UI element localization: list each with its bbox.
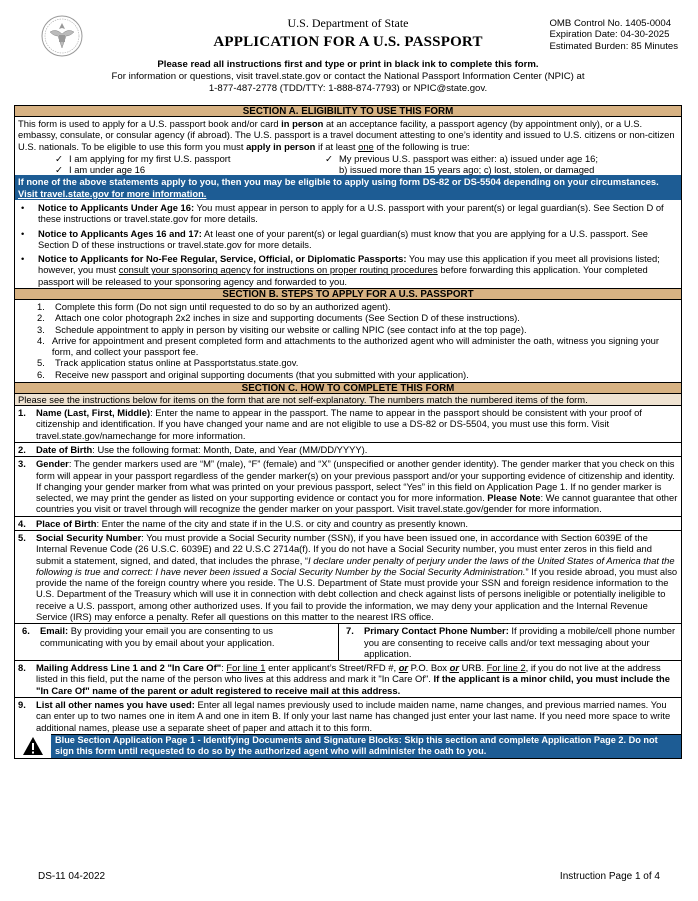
eligibility-checklist (15, 153, 681, 176)
omb-number: OMB Control No. 1405-0004 (549, 18, 672, 29)
info-line-1: For information or questions, visit travel.state.gov or contact the National Passport Information Center (NPIC) at (111, 70, 585, 82)
step-item: 2. Attach one color photograph 2x2 inches in size and supporting documents (See Section D of these instructions). (37, 312, 520, 324)
instruction-page (14, 10, 682, 759)
item-email: 6. Email: By providing your email you are consenting to us communicating with you by email about your application. (15, 624, 339, 660)
check-item: b) issued more than 15 years ago; c) lost, stolen, or damaged (339, 164, 595, 176)
form-id: DS-11 04-2022 (38, 871, 106, 882)
warning-icon (15, 734, 51, 758)
item-gender: 3. Gender: The gender markers used are “M” (male), “F” (female) and “X” (unspecified or another gender identity). The gender marker that you check on this form will appear in your passport regardless of the gender marker(s) on your previous passport and/or your supporting evidence of citizenship and identity. If changing your gender marker from what was printed on your previous passport, select “Yes” in this field on Application Page 1. If no gender marker is selected, we may print the gender as listed on your supporting evidence or contact you for more information. Please Note: We cannot guarantee that other countries you visit or travel through will recognize the gender marker on your passport. Visit travel.state.gov/gender for more information. (14, 457, 682, 516)
notice-16-17: • Notice to Applicants Ages 16 and 17: At least one of your parent(s) or legal guardian(s) must know that you are applying for a U.S. passport. See Section D of these instructions or travel.state.gov for more details. (21, 227, 649, 250)
check-item: ✓ I am under age 16 (55, 164, 146, 176)
item-name: 1. Name (Last, First, Middle): Enter the name to appear in the passport. The name to appear in the passport should be consistent with your proof of citizenship and identification. If you have changed your name and are not eligible to use a DS-82 or DS-5504, you must use this form. Visit travel.state.gov/namechange for more information. (14, 406, 682, 443)
alternate-form-notice: If none of the above statements apply to you, then you may be eligible to apply using form DS-82 or DS-5504 depending on your circumstances. Visit travel.state.gov for more information. (14, 175, 682, 200)
step-item: 1. Complete this form (Do not sign until requested to do so by an authorized agent). (37, 300, 391, 312)
form-header (14, 10, 682, 105)
item-mailing-address: 8. Mailing Address Line 1 and 2 "In Care Of": For line 1 enter applicant’s Street/RFD #, or P.O. Box or URB. For line 2, if you do not live at the address listed in this field, put the name of the person who lives at this address and mark it "In Care Of". If the applicant is a minor child, you must include the "In Care Of" name of the parent or adult registered to receive mail at this address. (14, 661, 682, 698)
department-name: U.S. Department of State (287, 16, 409, 30)
info-line-2: 1-877-487-2778 (TDD/TTY: 1-888-874-7793) or NPIC@state.gov. (208, 82, 488, 94)
estimated-burden: Estimated Burden: 85 Minutes (549, 40, 678, 52)
step-item: 3. Schedule appointment to apply in person by visiting our website or calling NPIC (see contact info at the top page). (37, 323, 527, 335)
item-date-of-birth: 2. Date of Birth: Use the following format: Month, Date, and Year (MM/DD/YYYY). (14, 443, 682, 457)
section-b-heading: SECTION B. STEPS TO APPLY FOR A U.S. PASSPORT (14, 288, 682, 300)
travel-state-gov-link[interactable]: Visit travel.state.gov for more information. (18, 187, 207, 199)
check-item: ✓ My previous U.S. passport was either: a) issued under age 16; (325, 152, 598, 164)
step-item: 5. Track application status online at Passportstatus.state.gov. (37, 357, 299, 369)
omb-block (549, 18, 678, 52)
checkmark-icon: ✓ (325, 152, 333, 164)
section-a-heading: SECTION A. ELIGIBILITY TO USE THIS FORM (14, 105, 682, 117)
expiration-date: Expiration Date: 04-30-2025 (549, 29, 670, 41)
section-a (14, 117, 682, 175)
item-ssn: 5. Social Security Number: You must provide a Social Security number (SSN), if you have been issued one, in accordance with Section 6039E of the Internal Revenue Code (26 U.S.C. 6039E) and 22 U.S.C 2714a(f). If you do not have a Social Security number, you must enter zeros in this field and submit a statement, signed, and dated, that includes the phrase, “I declare under penalty of perjury under the laws of the United States of America that the following is true and correct: I have never been issued a Social Security Number by the Social Security Administration.” If you reside abroad, you must also provide the name of the foreign country where you reside. The U.S. Department of State must provide your SSN and foreign residence information to the U.S. Department of the Treasury which will use it in connection with debt collection and check against lists of persons ineligible or potentially ineligible to receive a U.S. passport, among other authorized uses. If you fail to provide the information, we may deny your application and the Internal Revenue Service (IRS) may enforce a penalty. Refer all questions on this matter to the nearest IRS office. (14, 531, 682, 624)
section-a-notices (14, 200, 682, 288)
section-c-subhead: Please see the instructions below for items on the form that are not self-explanatory. The numbers match the numbered items of the form. (14, 394, 682, 406)
step-item: 6. Receive new passport and original supporting documents (that you submitted with your application). (37, 368, 469, 380)
checkmark-icon: ✓ (55, 164, 63, 176)
section-a-intro: This form is used to apply for a U.S. passport book and/or card in person at an acceptance facility, a passport agency (by appointment only), or a U.S. embassy, consulate, or consular agency (if abroad). The U.S. passport is a travel document attesting to one’s identity and issued to U.S. citizens or non-citizen U.S. nationals. To be eligible to use this form you must apply in person if at least one of the following is true: (18, 118, 675, 152)
section-c-heading: SECTION C. HOW TO COMPLETE THIS FORM (14, 382, 682, 394)
header-instructions (14, 59, 682, 95)
step-item: 4. Arrive for appointment and present completed form and attachments to the authorized agent who will administer the oath, witness you signing your form, and collect your passport fee. (37, 334, 660, 358)
notice-no-fee: • Notice to Applicants for No-Fee Regular, Service, Official, or Diplomatic Passports: You may use this application if you meet all provisions listed; however, you must consult your sponsoring agency for instructions on proper routing procedures before forwarding this application. Your completed passport will be released to your sponsoring agency and forwarded to you. (21, 253, 660, 287)
warning-text: Blue Section Application Page 1 - Identifying Documents and Signature Blocks: Skip this section and complete Application Page 2. Do not sign this form until requested to do so by the authorized agent who will administer the oath to you. (55, 735, 658, 757)
page-number: Instruction Page 1 of 4 (559, 871, 660, 882)
checkmark-icon: ✓ (55, 152, 63, 164)
notice-under-16: • Notice to Applicants Under Age 16: You must appear in person to apply for a U.S. passport with your parent(s) or legal guardian(s). See Section D of these instructions or travel.state.gov for more details. (21, 201, 664, 225)
item-place-of-birth: 4. Place of Birth: Enter the name of the city and state if in the U.S. or city and country as presently known. (14, 517, 682, 531)
check-item: ✓ I am applying for my first U.S. passport (55, 152, 231, 164)
read-instructions-line: Please read all instructions first and type or print in black ink to complete this form. (157, 59, 539, 70)
item-other-names: 9. List all other names you have used: Enter all legal names previously used to include maiden name, name changes, and previous married names. You can enter up to two names one in item A and one in item B. If only your last name has changed just enter your last name. If you need more space to write additional names, please use a separate sheet of paper and attach it to this form. (14, 698, 682, 735)
section-b-steps (14, 300, 682, 382)
signature-warning (14, 735, 682, 759)
item-phone: 7. Primary Contact Phone Number: If providing a mobile/cell phone number you are consenting to receive calls and/or text messaging about your application. (346, 625, 676, 659)
form-title: APPLICATION FOR A U.S. PASSPORT (213, 34, 483, 50)
page-footer (14, 871, 684, 883)
item-email-phone-row (14, 624, 682, 661)
